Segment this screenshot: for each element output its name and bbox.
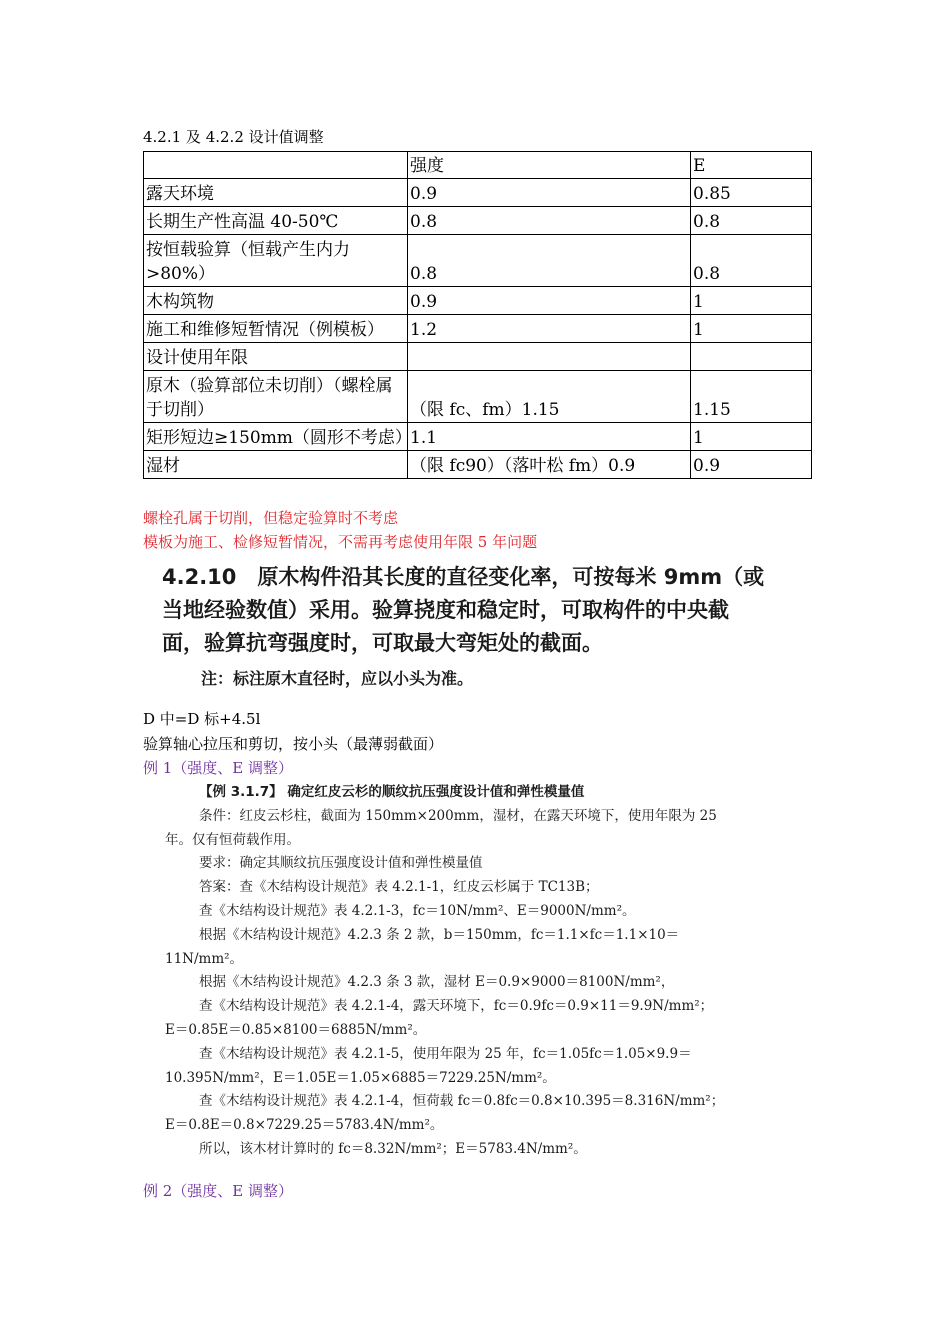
red-note-formwork: 模板为施工、检修短暂情况，不需再考虑使用年限 5 年问题 bbox=[143, 533, 538, 551]
clause-line: 4.2.10 原木构件沿其长度的直径变化率，可按每米 9mm（或 bbox=[162, 565, 765, 589]
clause-line: 当地经验数值）采用。验算挠度和稳定时，可取构件的中央截 bbox=[162, 598, 729, 622]
red-note-bolt-hole: 螺栓孔属于切削，但稳定验算时不考虑 bbox=[143, 509, 399, 527]
table-cell: 1.15 bbox=[691, 371, 812, 423]
table-cell: 长期生产性高温 40-50℃ bbox=[144, 207, 408, 235]
example-image bbox=[165, 781, 793, 1161]
table-row bbox=[144, 179, 812, 207]
example-title: 【例 3.1.7】 确定红皮云杉的顺纹抗压强度设计值和弹性模量值 bbox=[199, 784, 585, 800]
example-line: 条件：红皮云杉柱，截面为 150mm×200mm，湿材，在露天环境下，使用年限为 25 bbox=[199, 807, 717, 824]
table-cell: 1.1 bbox=[408, 423, 691, 451]
table-cell: 1.2 bbox=[408, 315, 691, 343]
table-cell: 原木（验算部位未切削）（螺栓属于切削） bbox=[144, 371, 408, 423]
example-line: 查《木结构设计规范》表 4.2.1-4，恒荷载 fc＝0.8fc＝0.8×10.395＝8.316N/mm²； bbox=[199, 1093, 725, 1110]
table-cell: 露天环境 bbox=[144, 179, 408, 207]
example-line: 年。仅有恒荷载作用。 bbox=[165, 831, 300, 848]
table-cell: 0.9 bbox=[691, 451, 812, 479]
table-cell: 1 bbox=[691, 315, 812, 343]
example-line: 根据《木结构设计规范》4.2.3 条 2 款，b＝150mm，fc＝1.1×fc＝1.1×10＝ bbox=[199, 926, 680, 943]
table-cell: 0.8 bbox=[691, 235, 812, 287]
table-row bbox=[144, 451, 812, 479]
example-line: 10.395N/mm²，E＝1.05E＝1.05×6885＝7229.25N/mm²。 bbox=[165, 1069, 556, 1086]
table-cell: 1 bbox=[691, 287, 812, 315]
adjustment-table bbox=[143, 151, 812, 479]
example-line: E＝0.85E＝0.85×8100＝6885N/mm²。 bbox=[165, 1021, 427, 1038]
example-line: 查《木结构设计规范》表 4.2.1-3，fc＝10N/mm²、E＝9000N/mm²。 bbox=[199, 902, 636, 919]
table-row bbox=[144, 343, 812, 371]
table-row bbox=[144, 371, 812, 423]
clause-line: 面，验算抗弯强度时，可取最大弯矩处的截面。 bbox=[162, 631, 603, 655]
section-heading: 4.2.1 及 4.2.2 设计值调整 bbox=[143, 128, 324, 146]
example-line: E＝0.8E＝0.8×7229.25＝5783.4N/mm²。 bbox=[165, 1117, 444, 1134]
table-cell: 按恒载验算（恒载产生内力>80%） bbox=[144, 235, 408, 287]
example-line: 查《木结构设计规范》表 4.2.1-4，露天环境下，fc＝0.9fc＝0.9×11＝9.9N/mm²； bbox=[199, 998, 714, 1015]
table-header-cell: 强度 bbox=[408, 152, 691, 179]
table-cell: 0.85 bbox=[691, 179, 812, 207]
table-cell: 湿材 bbox=[144, 451, 408, 479]
table-cell: 木构筑物 bbox=[144, 287, 408, 315]
table-header-cell bbox=[144, 152, 408, 179]
table-cell: 0.8 bbox=[408, 207, 691, 235]
table-cell bbox=[691, 343, 812, 371]
example-line: 11N/mm²。 bbox=[165, 950, 244, 967]
clause-4-2-10 bbox=[162, 561, 764, 660]
check-line: 验算轴心拉压和剪切，按小头（最薄弱截面） bbox=[143, 735, 444, 753]
table-cell: （限 fc、fm）1.15 bbox=[408, 371, 691, 423]
table-row bbox=[144, 207, 812, 235]
clause-note: 注：标注原木直径时，应以小头为准。 bbox=[201, 669, 474, 688]
example-line: 答案：查《木结构设计规范》表 4.2.1-1，红皮云杉属于 TC13B； bbox=[199, 879, 599, 896]
table-cell: 施工和维修短暂情况（例模板） bbox=[144, 315, 408, 343]
table-row bbox=[144, 315, 812, 343]
table-cell: 0.8 bbox=[408, 235, 691, 287]
table-cell: 矩形短边≥150mm（圆形不考虑） bbox=[144, 423, 408, 451]
example2-label: 例 2（强度、E 调整） bbox=[143, 1182, 294, 1200]
table-header-row bbox=[144, 152, 812, 179]
example1-label: 例 1（强度、E 调整） bbox=[143, 759, 294, 777]
table-row bbox=[144, 235, 812, 287]
example-line: 所以，该木材计算时的 fc＝8.32N/mm²；E＝5783.4N/mm²。 bbox=[199, 1140, 587, 1157]
example-line: 根据《木结构设计规范》4.2.3 条 3 款，湿材 E＝0.9×9000＝8100N/mm²， bbox=[199, 974, 675, 991]
table-cell: 1 bbox=[691, 423, 812, 451]
table-row bbox=[144, 287, 812, 315]
example-line: 要求：确定其顺纹抗压强度设计值和弹性模量值 bbox=[199, 855, 483, 872]
table-cell: 0.8 bbox=[691, 207, 812, 235]
table-cell: 设计使用年限 bbox=[144, 343, 408, 371]
table-cell bbox=[408, 343, 691, 371]
table-cell: 0.9 bbox=[408, 179, 691, 207]
table-cell: 0.9 bbox=[408, 287, 691, 315]
table-header-cell: E bbox=[691, 152, 812, 179]
diameter-formula: D 中=D 标+4.5l bbox=[143, 710, 261, 728]
table-row bbox=[144, 423, 812, 451]
example-line: 查《木结构设计规范》表 4.2.1-5，使用年限为 25 年，fc＝1.05fc＝1.05×9.9＝ bbox=[199, 1045, 692, 1062]
table-cell: （限 fc90）（落叶松 fm）0.9 bbox=[408, 451, 691, 479]
